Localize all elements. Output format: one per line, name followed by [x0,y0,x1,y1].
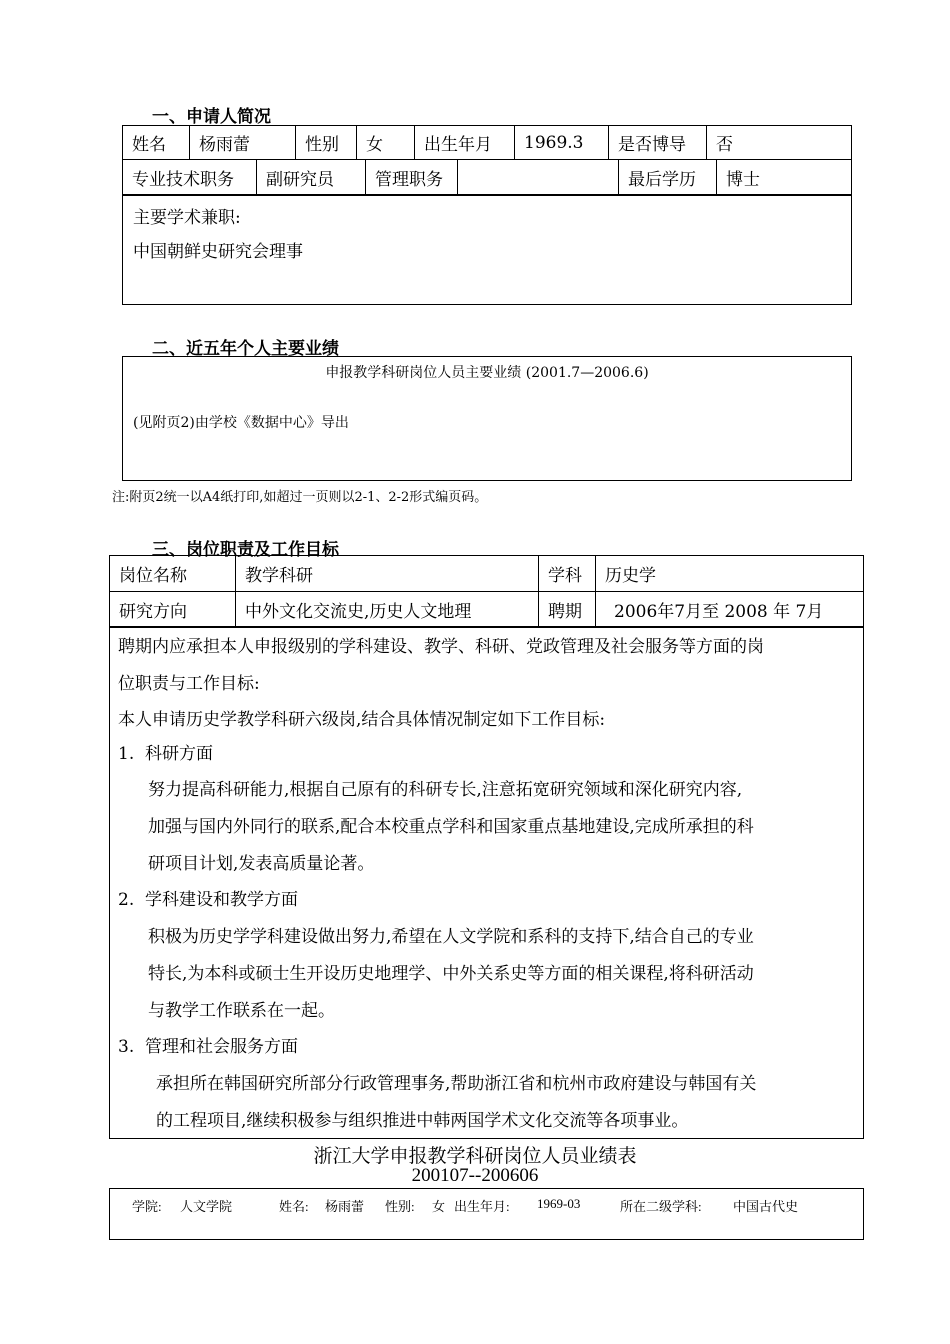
mgmt-value [458,160,619,196]
college-label: 学院: [132,1199,162,1214]
name-value: 杨雨蕾 [190,126,296,160]
duty-heading-3: 3. 管理和社会服务方面 [118,1037,299,1057]
title-label: 专业技术职务 [123,160,257,196]
duty-line: 积极为历史学学科建设做出努力,希望在人文学院和系科的支持下,结合自己的专业 [148,927,754,947]
att-subject-label: 所在二级学科: [620,1199,702,1214]
birth-label: 出生年月 [415,126,515,160]
duty-heading-2: 2. 学科建设和教学方面 [118,890,299,910]
term-label: 聘期 [539,592,596,628]
term-value: 2006年7月至 2008 年 7月 [596,592,864,628]
duty-line: 加强与国内外同行的联系,配合本校重点学科和国家重点基地建设,完成所承担的科 [148,817,754,837]
duty-line: 研项目计划,发表高质量论著。 [148,854,375,874]
duty-line: 位职责与工作目标: [118,674,260,694]
att-birth-label: 出生年月: [454,1199,510,1214]
duties-box [109,626,864,1139]
att-gender-value: 女 [432,1199,446,1214]
duty-line: 努力提高科研能力,根据自己原有的科研专长,注意拓宽研究领域和深化研究内容, [148,780,743,800]
att-name-value: 杨雨蕾 [325,1199,365,1214]
duty-line: 承担所在韩国研究所部分行政管理事务,帮助浙江省和杭州市政府建设与韩国有关 [156,1074,757,1094]
post-table [109,555,864,628]
name-label: 姓名 [123,126,190,160]
college-value: 人文学院 [180,1199,233,1214]
duty-line: 本人申请历史学教学科研六级岗,结合具体情况制定如下工作目标: [118,710,606,730]
subject-label: 学科 [539,556,596,592]
degree-value: 博士 [717,160,852,196]
section1-heading: 一、申请人简况 [152,107,271,127]
academic-label: 主要学术兼职: [133,208,241,228]
att-birth-value: 1969-03 [537,1196,581,1211]
att-name-label: 姓名: [279,1199,309,1214]
duty-line: 与教学工作联系在一起。 [148,1001,335,1021]
section2-heading: 二、近五年个人主要业绩 [152,339,339,359]
attachment-period: 200107--200606 [411,1165,539,1186]
performance-text: (见附页2)由学校《数据中心》导出 [133,415,349,431]
direction-label: 研究方向 [110,592,236,628]
post-label: 岗位名称 [110,556,236,592]
section2-note: 注:附页2统一以A4纸打印,如超过一页则以2-1、2-2形式编页码。 [112,490,488,505]
post-value: 教学科研 [236,556,539,592]
performance-box [122,356,852,481]
duty-heading-1: 1. 科研方面 [118,744,214,764]
subject-value: 历史学 [596,556,864,592]
duty-line: 特长,为本科或硕士生开设历史地理学、中外关系史等方面的相关课程,将科研活动 [148,964,754,984]
applicant-title-table [122,159,852,196]
birth-value: 1969.3 [515,126,609,160]
academic-value: 中国朝鲜史研究会理事 [133,242,303,262]
attachment-info-box [109,1188,864,1240]
degree-label: 最后学历 [619,160,717,196]
title-value: 副研究员 [257,160,366,196]
section3-heading: 三、岗位职责及工作目标 [152,540,339,560]
mgmt-label: 管理职务 [366,160,458,196]
duty-line: 的工程项目,继续积极参与组织推进中韩两国学术文化交流等各项事业。 [156,1111,689,1131]
academic-box [122,194,852,305]
att-gender-label: 性别: [385,1199,415,1214]
duty-line: 聘期内应承担本人申报级别的学科建设、教学、科研、党政管理及社会服务等方面的岗 [118,637,764,657]
attachment-title: 浙江大学申报教学科研岗位人员业绩表 [313,1146,637,1167]
phd-value: 否 [707,126,852,160]
performance-title: 申报教学科研岗位人员主要业绩 (2001.7—2006.6) [325,365,649,381]
phd-label: 是否博导 [609,126,707,160]
gender-value: 女 [357,126,415,160]
gender-label: 性别 [296,126,357,160]
direction-value: 中外文化交流史,历史人文地理 [236,592,539,628]
att-subject-value: 中国古代史 [733,1199,799,1214]
applicant-info-table [122,125,852,160]
